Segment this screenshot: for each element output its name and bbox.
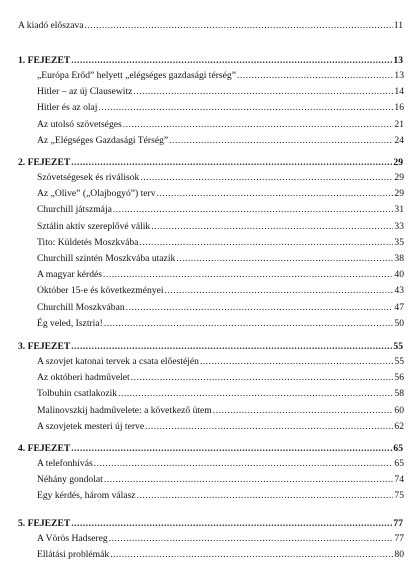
dot-leader xyxy=(126,302,394,314)
toc-entry xyxy=(37,318,404,330)
toc-entry-label: Az „Elégséges Gazdasági Térség” xyxy=(37,134,169,146)
dot-leader xyxy=(131,372,394,384)
chapter-heading-page-number: 77 xyxy=(393,518,403,529)
chapter-heading-page-number: 29 xyxy=(393,157,403,168)
toc-entry-label: Szövetségesek és riválisok xyxy=(37,172,140,183)
toc-entry xyxy=(37,70,404,82)
toc-entry-label: Tito: Küldetés Moszkvába xyxy=(37,236,139,248)
toc-entry-label: Hitler – az új Clausewitz xyxy=(37,86,133,98)
toc-entry-label: A Vörös Hadsereg xyxy=(37,533,108,544)
toc-entry-page-number: 80 xyxy=(394,549,404,561)
toc-entry-page-number: 38 xyxy=(394,253,404,264)
dot-leader xyxy=(176,253,393,265)
dot-leader xyxy=(98,102,393,114)
dot-leader xyxy=(85,20,393,32)
toc-entry-label: Ég veled, Isztria! xyxy=(37,317,103,329)
toc-entry-page-number: 55 xyxy=(394,356,404,367)
toc-entry xyxy=(37,221,404,233)
toc-entry xyxy=(37,421,404,433)
dot-leader xyxy=(165,285,394,297)
chapter-heading-page-number: 65 xyxy=(393,443,403,454)
dot-leader xyxy=(140,172,393,184)
dot-leader xyxy=(151,221,393,233)
chapter-heading-page-number: 55 xyxy=(393,341,403,352)
toc-entry xyxy=(37,237,404,249)
toc-entry-page-number: 60 xyxy=(394,404,404,416)
toc-entry-label: Az „Olive” („Olajbogyó”) terv xyxy=(37,188,156,200)
dot-leader xyxy=(94,458,394,470)
chapter-heading xyxy=(18,341,403,353)
toc-entry-page-number: 29 xyxy=(394,188,404,200)
chapter-heading-label: 4. FEJEZET xyxy=(18,443,71,454)
toc-entry-page-number: 31 xyxy=(394,204,404,216)
chapter-heading-label: 2. FEJEZET xyxy=(18,157,71,168)
toc-entry-page-number: 47 xyxy=(394,301,404,313)
preface-entry xyxy=(18,20,403,32)
dot-leader xyxy=(71,518,392,530)
toc-entry-page-number: 33 xyxy=(394,220,404,232)
toc-entry-label: Hitler és az olaj xyxy=(37,102,98,114)
toc-entry-label: Az utolsó szövetséges xyxy=(37,118,122,130)
chapter-heading xyxy=(18,55,403,67)
toc-entry xyxy=(37,490,404,502)
toc-entry-label: Malinovszkij hadművelete: a következő ütem xyxy=(37,404,212,416)
toc-entry-label: Egy kérdés, három válasz xyxy=(37,490,136,502)
chapter-heading xyxy=(18,157,403,169)
dot-leader xyxy=(200,356,393,368)
toc-entry-page-number: 58 xyxy=(394,388,404,400)
toc-entry-page-number: 13 xyxy=(394,70,404,81)
toc-entry-page-number: 21 xyxy=(394,118,404,130)
toc-entry-label: A magyar kérdés xyxy=(37,269,103,281)
toc-entry-page-number: 56 xyxy=(394,372,404,384)
toc-entry-page-number: 62 xyxy=(394,420,404,432)
dot-leader xyxy=(104,318,394,330)
dot-leader xyxy=(71,443,392,455)
toc-entry xyxy=(37,474,404,486)
toc-entry-label: A szovjetek mesteri új terve xyxy=(37,420,145,432)
toc-entry xyxy=(37,102,404,114)
dot-leader xyxy=(157,188,394,200)
dot-leader xyxy=(213,405,394,417)
dot-leader xyxy=(103,269,393,281)
toc-entry-page-number: 74 xyxy=(394,474,404,486)
toc-entry xyxy=(37,302,404,314)
toc-entry-page-number: 29 xyxy=(394,172,404,183)
chapter-heading-label: 3. FEJEZET xyxy=(18,341,71,352)
toc-entry-page-number: 35 xyxy=(394,236,404,248)
toc-entry-label: Az októberi hadművelet xyxy=(37,372,130,384)
toc-entry-label: Churchill játszmája xyxy=(37,204,112,216)
toc-entry xyxy=(37,253,404,265)
toc-entry xyxy=(37,204,404,216)
preface-entry-label: A kiadó előszava xyxy=(18,20,84,31)
toc-entry-label: Néhány gondolat xyxy=(37,474,103,486)
dot-leader xyxy=(110,549,393,561)
toc-entry xyxy=(37,533,404,545)
dot-leader xyxy=(137,490,394,502)
toc-entry xyxy=(37,356,404,368)
toc-entry-page-number: 65 xyxy=(394,458,404,469)
toc-entry xyxy=(37,86,404,98)
preface-entry-page-number: 11 xyxy=(393,20,403,31)
dot-leader xyxy=(118,388,393,400)
toc-entry-page-number: 50 xyxy=(394,317,404,329)
dot-leader xyxy=(71,55,392,67)
dot-leader xyxy=(104,474,394,486)
toc-entry xyxy=(37,135,404,147)
chapter-heading xyxy=(18,443,403,455)
toc-entry xyxy=(37,388,404,400)
toc-entry-page-number: 75 xyxy=(394,490,404,502)
dot-leader xyxy=(123,119,394,131)
toc-entry-label: Sztálin aktív szereplővé válik xyxy=(37,220,151,232)
dot-leader xyxy=(71,341,392,353)
toc-entry-label: „Európa Erőd” helyett „elégséges gazdasági térség” xyxy=(37,70,236,81)
dot-leader xyxy=(237,70,393,82)
toc-entry-label: A szovjet katonai tervek a csata előestéjén xyxy=(37,356,199,367)
toc-entry-page-number: 77 xyxy=(394,533,404,544)
toc-entry-label: Ellátási problémák xyxy=(37,549,110,561)
dot-leader xyxy=(133,86,393,98)
toc-entry-page-number: 14 xyxy=(394,86,404,98)
toc-entry-label: Tolbuhin csatlakozik xyxy=(37,388,118,400)
chapter-heading-page-number: 13 xyxy=(393,55,403,66)
toc-entry-label: Churchill Moszkvában xyxy=(37,301,125,313)
toc-entry-page-number: 24 xyxy=(394,134,404,146)
toc-entry xyxy=(37,405,404,417)
toc-entry xyxy=(37,372,404,384)
chapter-heading-label: 5. FEJEZET xyxy=(18,518,71,529)
dot-leader xyxy=(113,204,394,216)
chapter-heading-label: 1. FEJEZET xyxy=(18,55,71,66)
dot-leader xyxy=(169,135,393,147)
toc-entry xyxy=(37,285,404,297)
dot-leader xyxy=(71,157,392,169)
toc-entry-page-number: 16 xyxy=(394,102,404,114)
dot-leader xyxy=(145,421,393,433)
toc-entry-label: Október 15-e és következményei xyxy=(37,285,164,297)
dot-leader xyxy=(139,237,393,249)
toc-entry xyxy=(37,172,404,184)
chapter-heading xyxy=(18,518,403,530)
toc-entry xyxy=(37,119,404,131)
toc-entry-label: Churchill szintén Moszkvába utazik xyxy=(37,253,176,264)
toc-entry-label: A telefonhívás xyxy=(37,458,93,469)
toc-entry-page-number: 40 xyxy=(394,269,404,281)
toc-entry xyxy=(37,549,404,561)
toc-entry xyxy=(37,269,404,281)
toc-entry-page-number: 43 xyxy=(394,285,404,297)
toc-entry xyxy=(37,188,404,200)
dot-leader xyxy=(109,533,394,545)
toc-entry xyxy=(37,458,404,470)
